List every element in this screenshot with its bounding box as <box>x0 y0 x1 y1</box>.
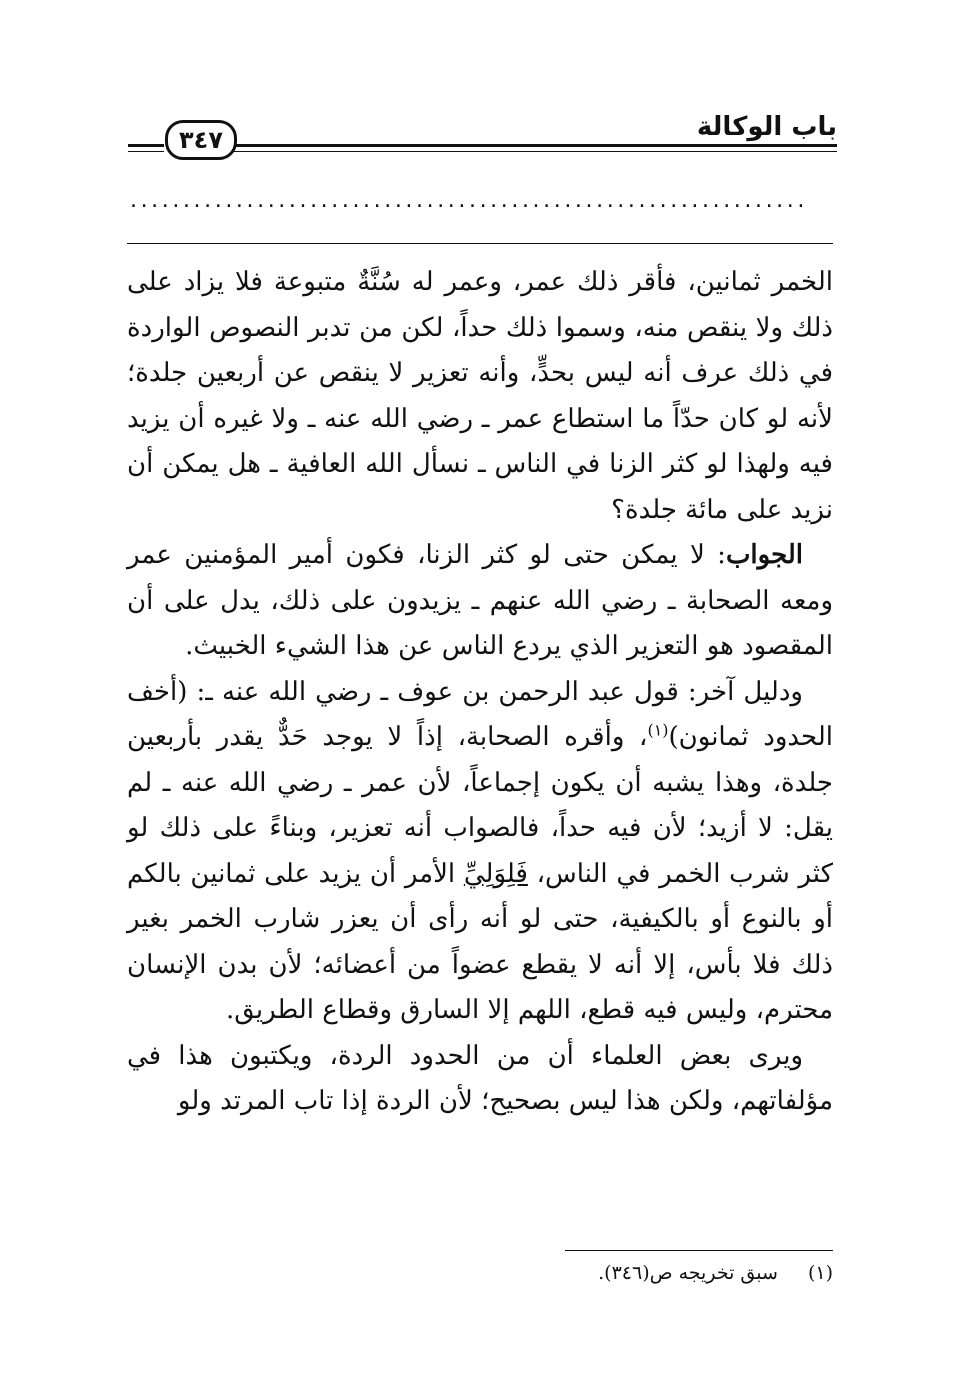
paragraph-3-part-c: الأمر أن يزيد على ثمانين بالكم أو بالنوع أو بالكيفية، حتى لو أنه رأى أن يعزر شارب الخمر بغير ذلك فلا بأس، إلا أنه لا يقطع عضواً من أعضائه؛ لأن بدن الإنسان محترم، وليس فيه قطع، اللهم إلا السارق وقطاع الطريق. <box>127 858 833 1025</box>
header-rule-right-thick <box>234 144 837 147</box>
footnote-reference[interactable]: (١) <box>647 720 669 740</box>
section-rule <box>127 243 833 244</box>
paragraph-4: ويرى بعض العلماء أن من الحدود الردة، ويكتبون هذا في مؤلفاتهم، ولكن هذا ليس بصحيح؛ لأن الردة إذا تاب المرتد ولو <box>127 1040 833 1116</box>
footnote-number: (١) <box>807 1262 833 1284</box>
paragraph-1: الخمر ثمانين، فأقر ذلك عمر، وعمر له سُنَّةٌ متبوعة فلا يزاد على ذلك ولا ينقص منه، وسموا ذلك حداً، لكن من تدبر النصوص الواردة في ذلك عرف أنه ليس بحدٍّ، وأنه تعزير لا ينقص عن أربعين جلدة؛ لأنه لو كان حدّاً ما استطاع عمر ـ رضي الله عنه ـ ولا غيره أن يزيد فيه ولهذا لو كثر الزنا في الناس ـ نسأل الله العافية ـ هل يمكن أن نزيد على مائة جلدة؟ <box>127 267 833 525</box>
paragraph-3 <box>127 670 833 1034</box>
paragraph-2-text: : لا يمكن حتى لو كثر الزنا، فكون أمير المؤمنين عمر ومعه الصحابة ـ رضي الله عنهم ـ يزيدون على ذلك، يدل على أن المقصود هو التعزير الذي يردع الناس عن هذا الشيء الخبيث. <box>127 540 833 661</box>
header-rule-right-thin <box>234 151 837 152</box>
paragraph-3-part-b: ، وأقره الصحابة، إذاً لا يوجد حَدٌّ يقدر بأربعين جلدة، وهذا يشبه أن يكون إجماعاً، لأن عمر ـ رضي الله عنه ـ لم يقل: لا أزيد؛ لأن فيه حداً، فالصواب أنه تعزير، وبناءً على ذلك لو كثر شرب الخمر في الناس، <box>127 722 834 889</box>
chapter-title: باب الوكالة <box>696 112 837 142</box>
footnote <box>598 1262 833 1284</box>
paragraph-2 <box>127 533 833 670</box>
header-rule-left-thick <box>128 144 164 147</box>
header-rule-left-thin <box>128 151 164 152</box>
answer-label: الجواب <box>725 540 803 570</box>
paragraph-3-part-a: ودليل آخر: قول عبد الرحمن بن عوف ـ رضي الله عنه ـ: (أخف الحدود ثمانون) <box>127 676 833 752</box>
main-text <box>127 260 833 1125</box>
dotted-separator: ................................................................ <box>130 188 808 213</box>
footnote-text: سبق تخريجه ص(٣٤٦). <box>598 1262 778 1284</box>
underlined-word: فَلِوَلِيِّ <box>463 858 528 889</box>
page-number: ٣٤٧ <box>165 120 237 160</box>
page-header <box>0 100 955 170</box>
footnote-rule <box>565 1250 833 1251</box>
